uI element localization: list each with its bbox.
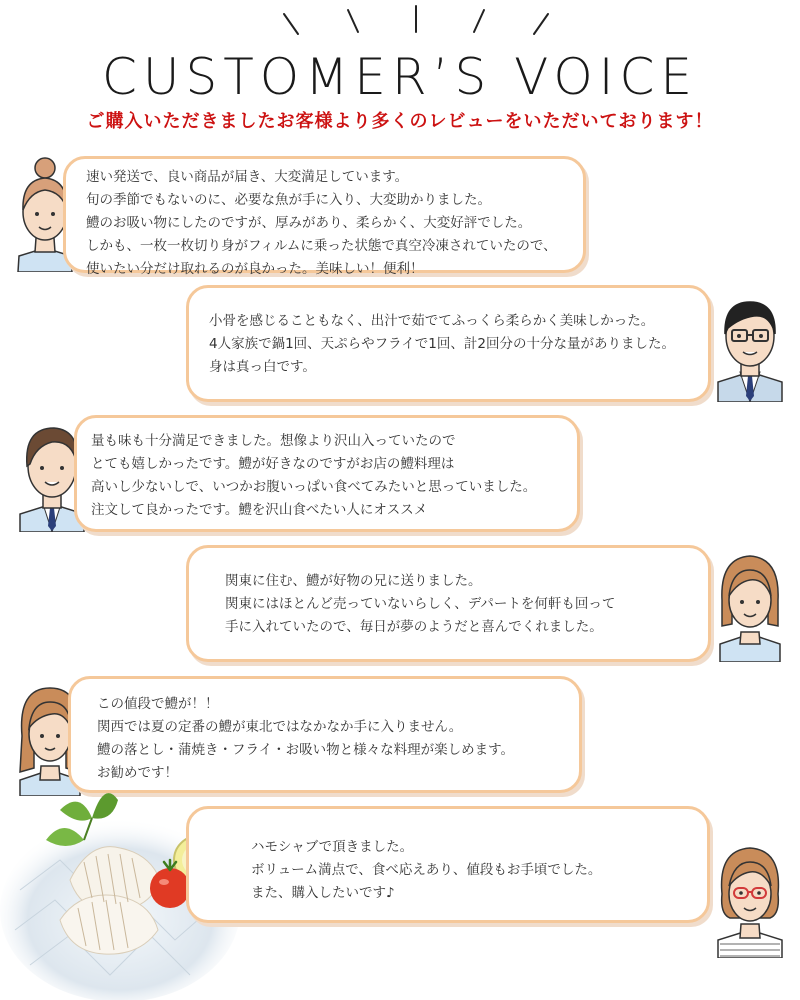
review-line: 4人家族で鍋1回、天ぷらやフライで1回、計2回分の十分な量がありました。 — [209, 336, 675, 352]
woman-short-hair-avatar — [716, 544, 784, 662]
page-subtitle: ご購入いただきましたお客様より多くのレビューをいただいております！ — [86, 111, 714, 132]
review-line: とても嬉しかったです。鱧が好きなのですがお店の鱧料理は — [91, 456, 455, 472]
older-woman-glasses-avatar — [714, 836, 786, 958]
man-glasses-avatar — [714, 288, 786, 402]
review-line: 速い発送で、良い商品が届き、大変満足しています。 — [86, 169, 409, 185]
review-line: 鱧のお吸い物にしたのですが、厚みがあり、柔らかく、大変好評でした。 — [86, 215, 532, 231]
review-line: 鱧の落とし・蒲焼き・フライ・お吸い物と様々な料理が楽しめます。 — [97, 742, 515, 758]
review-line: 注文して良かったです。鱧を沢山食べたい人にオススメ — [91, 502, 428, 518]
review-line: 身は真っ白です。 — [209, 359, 316, 375]
review-line: 関東にはほとんど売っていないらしく、デパートを何軒も回って — [225, 596, 616, 612]
review-line: 関東に住む、鱧が好物の兄に送りました。 — [225, 573, 482, 589]
review-bubble-3 — [74, 415, 580, 532]
review-line: お勧めです！ — [97, 765, 178, 781]
review-bubble-6 — [186, 806, 710, 923]
review-line: しかも、一枚一枚切り身がフィルムに乗った状態で真空冷凍されていたので、 — [86, 238, 557, 254]
review-line: 使いたい分だけ取れるのが良かった。美味しい！便利！ — [86, 261, 424, 277]
review-line: ハモシャブで頂きました。 — [251, 839, 414, 855]
review-line: 量も味も十分満足できました。想像より沢山入っていたので — [91, 433, 456, 449]
review-line: 手に入れていたので、毎日が夢のようだと喜んでくれました。 — [225, 619, 603, 635]
review-line: ボリューム満点で、食べ応えあり、値段もお手頃でした。 — [251, 862, 602, 878]
page-title: CUSTOMER’S VOICE — [101, 48, 699, 106]
review-bubble-2 — [186, 285, 711, 402]
review-line: また、購入したいです♪ — [251, 885, 395, 901]
review-line: 旬の季節でもないのに、必要な魚が手に入り、大変助かりました。 — [86, 192, 491, 208]
review-line: 高いし少ないしで、いつかお腹いっぱい食べてみたいと思っていました。 — [91, 479, 537, 495]
review-bubble-1 — [63, 156, 586, 277]
review-line: この値段で鱧が！！ — [97, 696, 219, 712]
review-line: 小骨を感じることもなく、出汁で茹でてふっくら柔らかく美味しかった。 — [209, 313, 655, 329]
review-line: 関西では夏の定番の鱧が東北ではなかなか手に入りません。 — [97, 719, 463, 735]
review-bubble-4 — [186, 545, 711, 662]
